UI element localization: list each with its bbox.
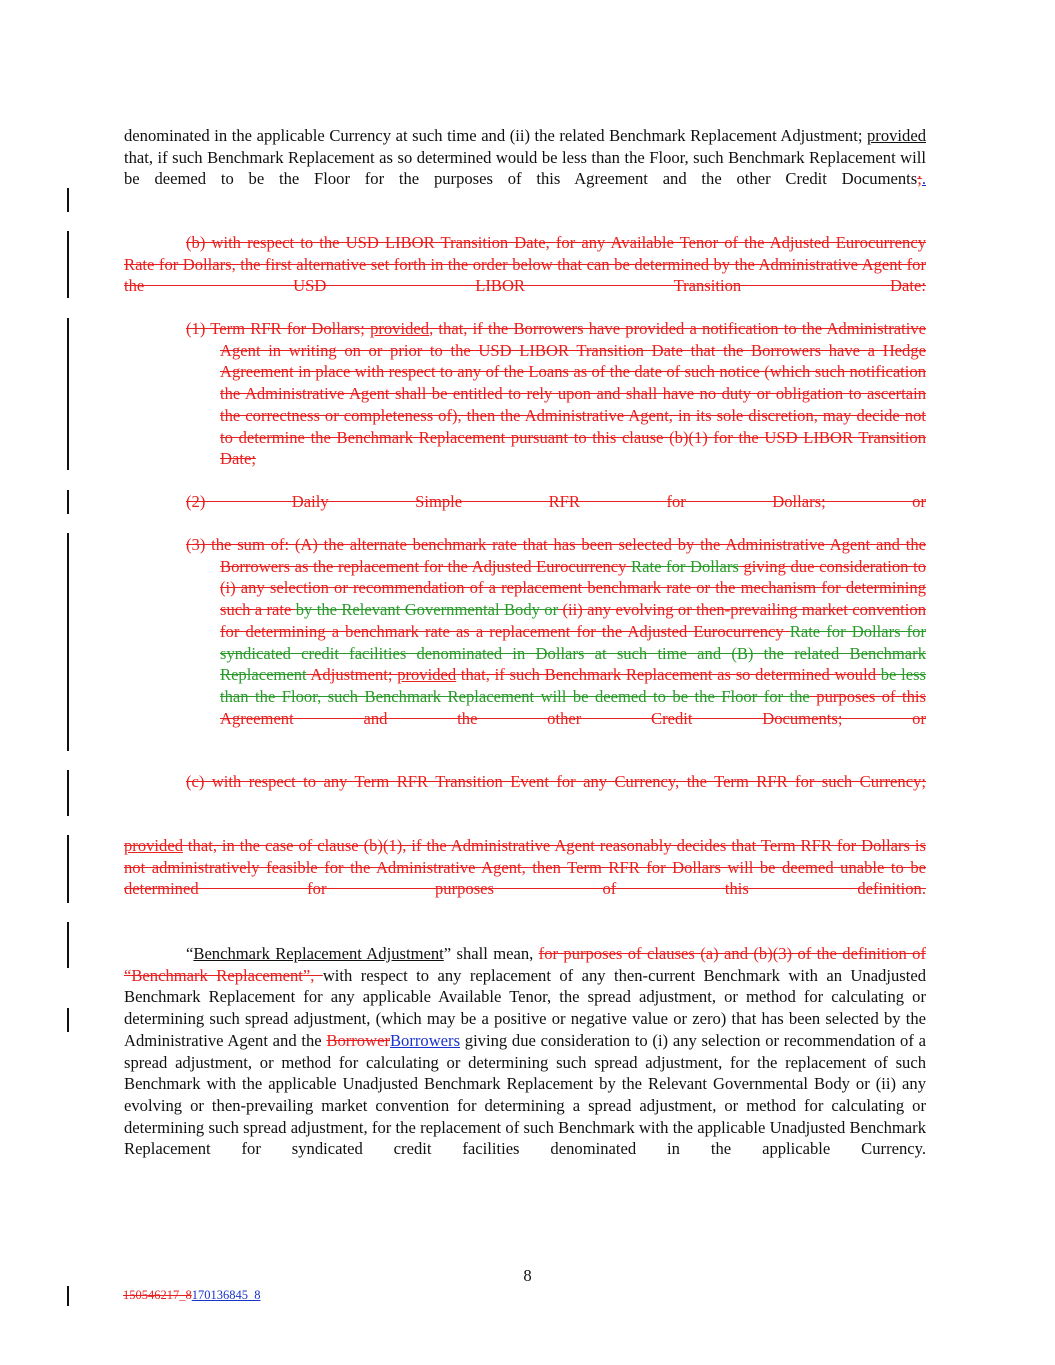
- deleted-text: giving due consideration to (i) any selection or recommendation of a replacement benchmark rate or the mechanism for determining such a rate: [220, 556, 926, 620]
- inserted-text: .: [921, 169, 926, 189]
- provided-term: provided: [867, 126, 926, 145]
- deleted-text: (ii) any evolving or then-prevailing market convention for determining a benchmark rate as a replacement for the Adjusted Eurocurrency: [220, 600, 926, 641]
- text-run: giving due consideration to (i) any selection or recommendation of a spread adjustment, or method for calculating or determining such spread adjustment, for the replacement of such Benchmark with the applicable Unadjusted Benchmark Replacement by the Relevant Governmental Body or (ii) any evolving or then-prevailing market convention for determining a spread adjustment, or method for calculating or determining such spread adjustment, for the replacement of such Benchmark with the applicable Unadjusted Benchmark Replacement for syndicated credit facilities denominated in the applicable Currency.: [124, 1030, 926, 1159]
- deleted-text: (1) Term RFR for Dollars;: [186, 319, 371, 338]
- inserted-text: Borrowers: [389, 1030, 461, 1050]
- paragraph-continuation: [124, 125, 926, 212]
- deleted-provided-term: provided: [370, 319, 430, 338]
- deleted-text: Borrower: [326, 1030, 390, 1050]
- deleted-text: that, if such Benchmark Replacement as so determined would: [456, 665, 881, 685]
- deleted-provided-term: provided: [397, 665, 457, 685]
- deleted-text: Adjustment;: [306, 665, 398, 685]
- deleted-text: (2) Daily Simple RFR for Dollars; or: [186, 492, 926, 511]
- text-run: denominated in the applicable Currency at such time and (ii) the related Benchmark Replacement Adjustment;: [124, 126, 867, 145]
- change-bar: [67, 231, 69, 298]
- change-bar: [67, 770, 69, 816]
- inserted-doc-id: 170136845_8: [191, 1288, 261, 1302]
- moved-text: Rate for Dollars: [631, 556, 739, 576]
- text-run: that, if such Benchmark Replacement as so determined would be less than the Floor, such Benchmark Replacement will be deemed to be the Floor for the purposes of this Agreement and the other Credit Documents: [124, 147, 926, 189]
- proviso-paragraph: [124, 835, 926, 922]
- deleted-text: purposes of this Agreement and the other Credit Documents; or: [220, 686, 926, 728]
- defined-term: Benchmark Replacement Adjustment: [193, 944, 444, 963]
- text-run: with respect to any replacement of any then-current Benchmark with an Unadjusted Benchmark Replacement for any applicable Available Tenor, the spread adjustment, or method for calculating or determining such spread adjustment, (which may be a positive or negative value or zero) that has been selected by the Administrative Agent and the: [124, 965, 926, 1050]
- clause-b2: [124, 491, 926, 534]
- deleted-text: (3) the sum of: (A) the alternate benchmark rate that has been selected by the Administrative Agent and the Borrowers as the replacement for the Adjusted Eurocurrency: [186, 535, 926, 576]
- definition-benchmark-replacement-adjustment: [124, 943, 926, 1182]
- clause-b: [124, 232, 926, 319]
- text-run: “: [186, 944, 194, 963]
- deleted-text: for purposes of clauses (a) and (b)(3) of the definition of “Benchmark Replacement”,: [124, 944, 927, 985]
- deleted-text: ;: [917, 169, 922, 189]
- deleted-text: (c) with respect to any Term RFR Transition Event for any Currency, the Term RFR for such Currency;: [186, 772, 926, 791]
- change-bar: [67, 922, 69, 968]
- deleted-text: , that, if the Borrowers have provided a notification to the Administrative Agent in writing on or prior to the USD LIBOR Transition Date that the Borrowers have a Hedge Agreement in place with respect to any of the Loans as of the date of such notice (which such notification the Administrative Agent shall be entitled to rely upon and shall have no duty or obligation to ascertain the correctness or completeness of), then the Administrative Agent, in its sole discretion, may decide not to determine the Benchmark Replacement pursuant to this clause (b)(1) for the USD LIBOR Transition Date;: [220, 319, 926, 469]
- change-bar: [67, 188, 69, 212]
- text-run: ” shall mean,: [443, 944, 539, 963]
- clause-b1: [124, 318, 926, 492]
- moved-text: Rate for Dollars for syndicated credit facilities denominated in Dollars at such time and (B) the related Benchmark Replacement: [220, 621, 926, 685]
- page-number: 8: [523, 1266, 532, 1285]
- moved-text: by the Relevant Governmental Body or: [295, 600, 559, 620]
- change-bar: [67, 1008, 69, 1032]
- deleted-provided-term: provided: [124, 836, 183, 855]
- document-id-footer: [123, 1288, 261, 1303]
- change-bar: [67, 318, 69, 470]
- clause-c: [124, 771, 926, 814]
- deleted-doc-id: 150546217_8: [123, 1288, 192, 1302]
- change-bar: [67, 835, 69, 903]
- deleted-text: (b) with respect to the USD LIBOR Transition Date, for any Available Tenor of the Adjusted Eurocurrency Rate for Dollars, the first alternative set forth in the order below that can be determined by the Administrative Agent for the USD LIBOR Transition Date:: [124, 233, 926, 296]
- change-bar: [67, 1286, 69, 1306]
- clause-b3: [124, 534, 926, 751]
- change-bar: [67, 490, 69, 514]
- change-bar: [67, 533, 69, 751]
- deleted-text: that, in the case of clause (b)(1), if the Administrative Agent reasonably decides that Term RFR for Dollars is not administratively feasible for the Administrative Agent, then Term RFR for Dollars will be deemed unable to be determined for purposes of this definition.: [124, 836, 926, 899]
- moved-text: be less than the Floor, such Benchmark Replacement will be deemed to be the Floor for the: [220, 665, 927, 706]
